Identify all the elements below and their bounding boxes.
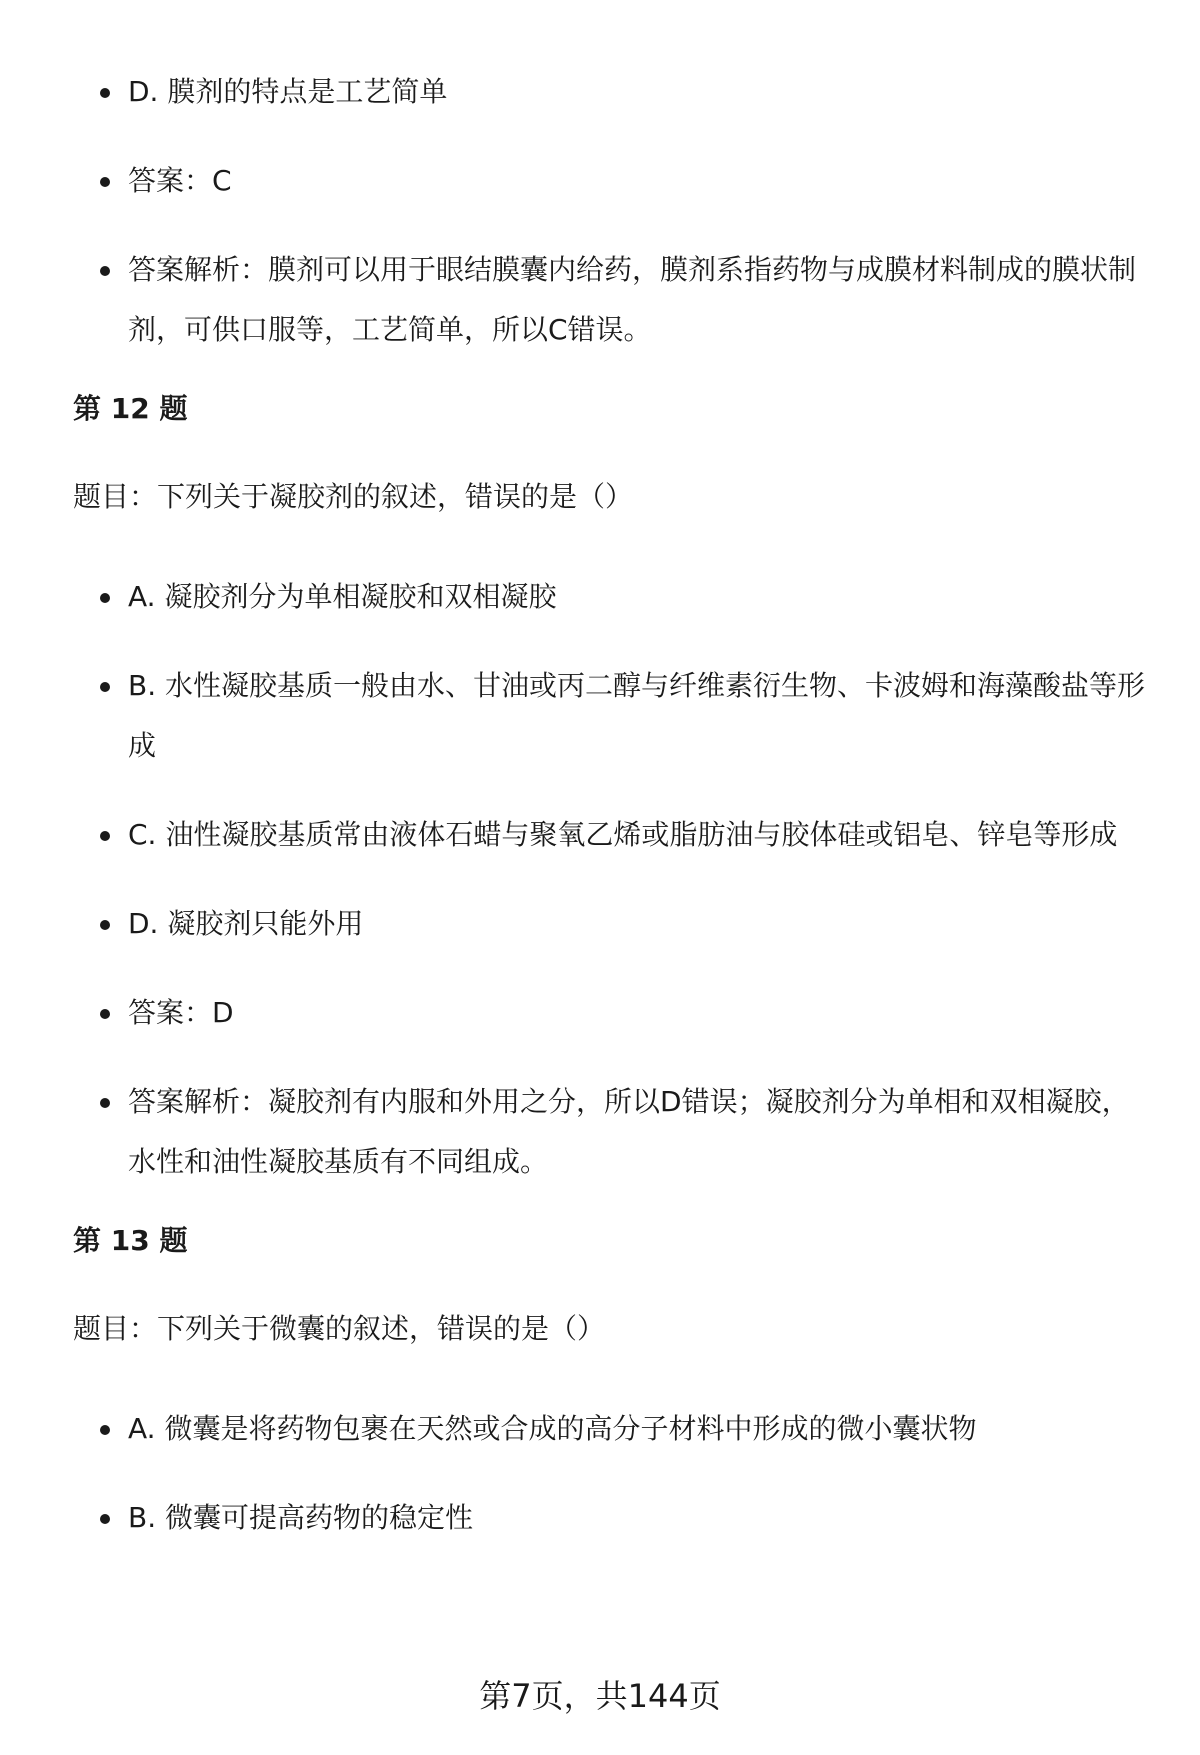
answer-explanation: 答案解析：膜剂可以用于眼结膜囊内给药，膜剂系指药物与成膜材料制成的膜状制剂，可供口服等，工艺简单，所以C错误。 bbox=[73, 240, 1153, 360]
question-stem-13: 题目：下列关于微囊的叙述，错误的是（） bbox=[73, 1312, 606, 1345]
option-a: A. 凝胶剂分为单相凝胶和双相凝胶 bbox=[73, 567, 1153, 627]
page-number: 第7页，共144页 bbox=[479, 1677, 721, 1715]
page-footer bbox=[0, 1676, 1200, 1716]
option-b: B. 微囊可提高药物的稳定性 bbox=[73, 1488, 1153, 1548]
option-a: A. 微囊是将药物包裹在天然或合成的高分子材料中形成的微小囊状物 bbox=[73, 1399, 1153, 1459]
option-d: D. 膜剂的特点是工艺简单 bbox=[73, 62, 1153, 122]
answer-explanation: 答案解析：凝胶剂有内服和外用之分，所以D错误；凝胶剂分为单相和双相凝胶，水性和油性凝胶基质有不同组成。 bbox=[73, 1072, 1153, 1192]
answer: 答案：C bbox=[73, 151, 1153, 211]
question-title-13: 第 13 题 bbox=[73, 1224, 188, 1257]
option-c: C. 油性凝胶基质常由液体石蜡与聚氧乙烯或脂肪油与胶体硅或铝皂、锌皂等形成 bbox=[73, 805, 1153, 865]
page-content bbox=[73, 62, 1153, 1577]
option-d: D. 凝胶剂只能外用 bbox=[73, 894, 1153, 954]
q11-tail-list bbox=[73, 62, 1153, 360]
answer: 答案：D bbox=[73, 983, 1153, 1043]
question-title-12: 第 12 题 bbox=[73, 392, 188, 425]
q13-list bbox=[73, 1399, 1153, 1548]
option-b: B. 水性凝胶基质一般由水、甘油或丙二醇与纤维素衍生物、卡波姆和海藻酸盐等形成 bbox=[73, 656, 1153, 776]
q12-list bbox=[73, 567, 1153, 1192]
question-stem-12: 题目：下列关于凝胶剂的叙述，错误的是（） bbox=[73, 480, 634, 513]
